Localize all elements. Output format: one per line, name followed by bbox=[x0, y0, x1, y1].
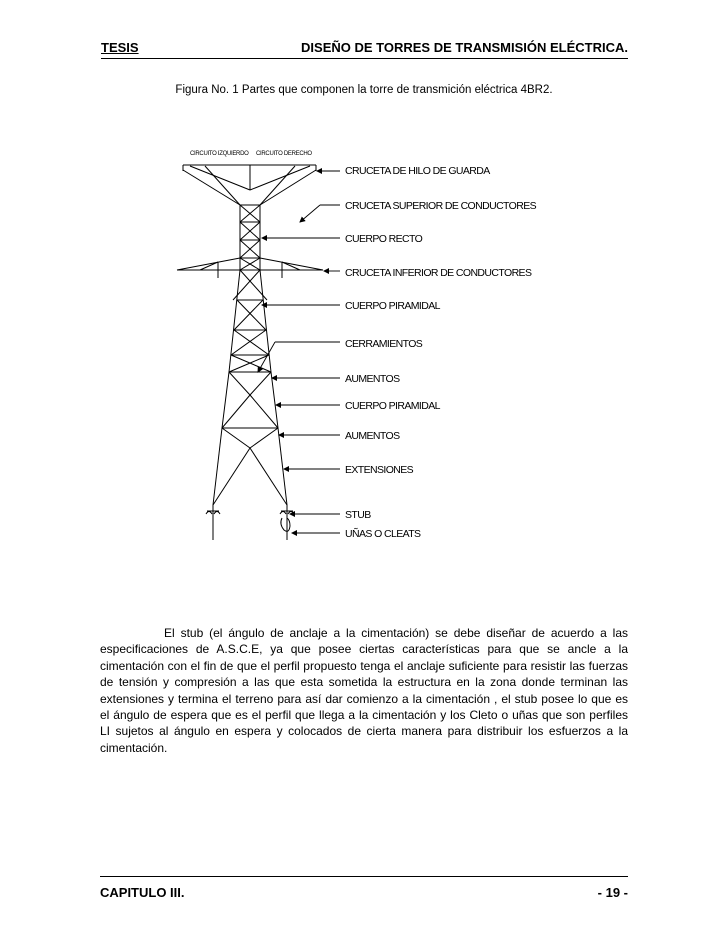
label-guard-crossarm: CRUCETA DE HILO DE GUARDA bbox=[345, 165, 490, 177]
footer-chapter: CAPITULO III. bbox=[100, 885, 185, 900]
header-thesis-label: TESIS bbox=[101, 40, 139, 55]
tower-diagram bbox=[0, 140, 728, 560]
header-title: DISEÑO DE TORRES DE TRANSMISIÓN ELÉCTRICA. bbox=[301, 40, 628, 55]
label-straight-body: CUERPO RECTO bbox=[345, 233, 423, 245]
label-pyramidal-body-1: CUERPO PIRAMIDAL bbox=[345, 300, 440, 312]
body-paragraph-text: El stub (el ángulo de anclaje a la cimentación) se debe diseñar de acuerdo a las especificaciones de A.S.C.E, ya que posee ciertas características para que se ancle a la cimentación con el fin de que el perfil propuesto tenga el anclaje suficiente para resistir las fuerzas de tensión y compresión a las que esta sometida la estructura en la zona donde terminan las extensiones y termina el terreno para así dar comienzo a la cimentación , el stub posee lo que es el ángulo de espera que es el perfil que llega a la cimentación y los Cleto o uñas que son perfiles LI sujetos al ángulo en espera y colocados de cierta manera para distribuir los esfuerzos a la cimentación. bbox=[100, 626, 628, 755]
page-footer bbox=[100, 876, 628, 901]
label-cleats: UÑAS O CLEATS bbox=[345, 528, 421, 540]
figure-caption: Figura No. 1 Partes que componen la torre de transmición eléctrica 4BR2. bbox=[175, 84, 553, 96]
label-increments-2: AUMENTOS bbox=[345, 430, 400, 442]
label-increments-1: AUMENTOS bbox=[345, 373, 400, 385]
label-pyramidal-body-2: CUERPO PIRAMIDAL bbox=[345, 400, 440, 412]
body-paragraph bbox=[100, 625, 628, 756]
page-header bbox=[101, 38, 628, 59]
label-right-circuit: CIRCUITO DERECHO bbox=[256, 151, 312, 157]
label-lower-crossarm: CRUCETA INFERIOR DE CONDUCTORES bbox=[345, 267, 532, 279]
label-left-circuit: CIRCUITO IZQUIERDO bbox=[190, 151, 249, 157]
label-closures: CERRAMIENTOS bbox=[345, 338, 423, 350]
label-extensions: EXTENSIONES bbox=[345, 464, 414, 476]
label-upper-crossarm: CRUCETA SUPERIOR DE CONDUCTORES bbox=[345, 200, 537, 212]
footer-page-number: - 19 - bbox=[597, 885, 628, 900]
label-stub: STUB bbox=[345, 509, 371, 521]
